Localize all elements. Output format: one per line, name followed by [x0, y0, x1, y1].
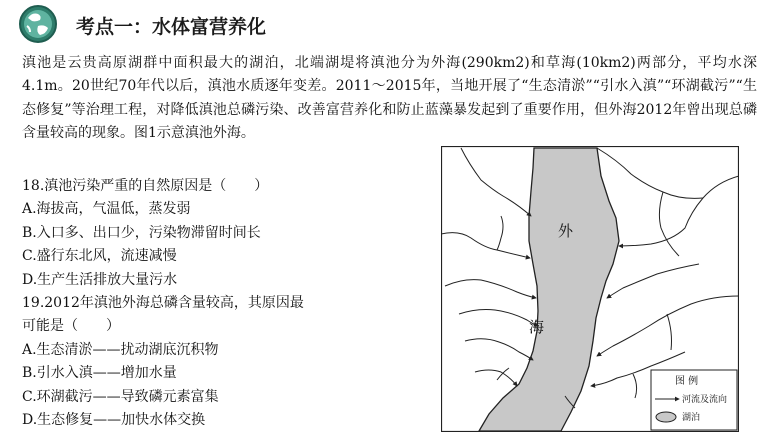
- question-18: [22, 175, 417, 292]
- intro-paragraph: 滇池是云贵高原湖群中面积最大的湖泊，北端湖堤将滇池分为外海(290km2)和草海(10km2)两部分，平均水深4.1m。20世纪70年代以后，滇池水质逐年变差。2011～2015年，当地开展了“生态清淤”“引水入滇”“环湖截污”“生态修复”等治理工程，对降低滇池总磷污染、改善富营养化和防止蓝藻暴发起到了重要作用，但外海2012年曾出现总磷含量较高的现象。图1示意滇池外海。: [22, 55, 757, 142]
- lake-label-top: 外: [558, 222, 574, 240]
- lake-label-bottom: 海: [529, 318, 545, 336]
- option-d: D.生产生活排放大量污水: [22, 271, 178, 288]
- option-a: A.生态清淤——扰动湖底沉积物: [22, 341, 219, 358]
- option-d: D.生态修复——加快水体交换: [22, 411, 206, 428]
- legend-river-label: 河流及流向: [682, 395, 728, 405]
- header: [0, 0, 768, 48]
- question-stem-line1: 19.2012年滇池外海总磷含量较高，其原因最: [22, 295, 304, 311]
- legend-lake-symbol: [656, 412, 676, 422]
- option-c: C.环湖截污——导致磷元素富集: [22, 388, 219, 405]
- legend-title: 图 例: [675, 376, 699, 387]
- option-b: B.引水入滇——增加水量: [22, 365, 177, 382]
- option-a: A.海拔高，气温低，蒸发弱: [22, 201, 191, 218]
- page-title: 考点一：水体富营养化: [76, 16, 267, 38]
- lake-map: [441, 146, 739, 432]
- question-stem: 18.滇池污染严重的自然原因是（ ）: [22, 178, 269, 194]
- question-19: [22, 292, 417, 432]
- question-stem-line2: 可能是（ ）: [22, 318, 120, 335]
- option-b: B.入口多、出口少，污染物滞留时间长: [22, 224, 261, 241]
- map-legend: [651, 370, 737, 430]
- globe-icon: [18, 4, 58, 44]
- legend-lake-label: 湖泊: [682, 413, 701, 423]
- option-c: C.盛行东北风，流速减慢: [22, 248, 177, 265]
